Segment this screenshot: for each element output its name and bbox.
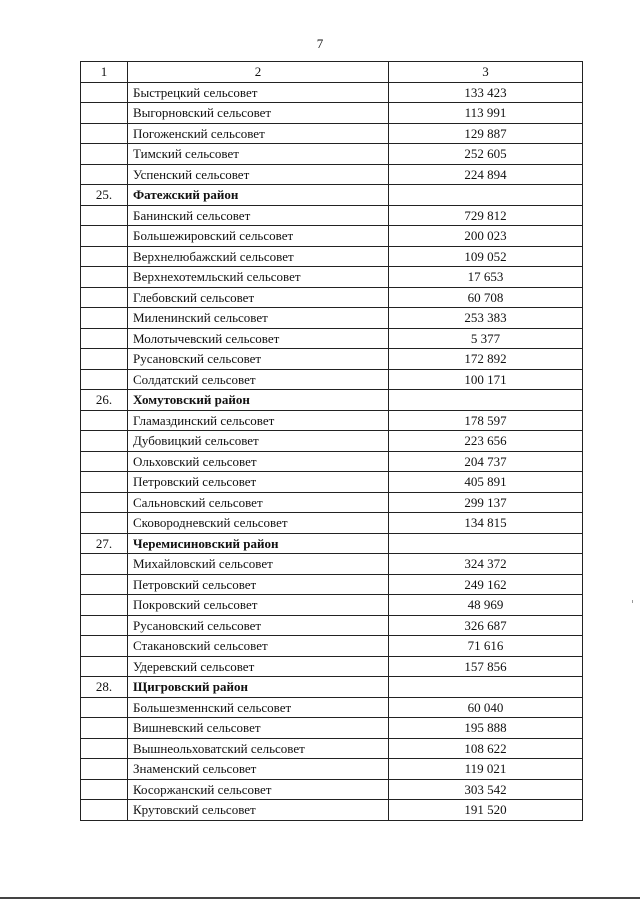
table-row [81, 82, 583, 103]
district-row [81, 533, 583, 554]
table-row [81, 800, 583, 821]
amount-cell: 224 894 [389, 164, 583, 185]
table-header-row [81, 62, 583, 83]
settlement-name-cell: Молотычевский сельсовет [128, 328, 389, 349]
table-row [81, 431, 583, 452]
row-number-cell [81, 410, 128, 431]
district-row [81, 677, 583, 698]
amount-cell: 204 737 [389, 451, 583, 472]
table-row [81, 759, 583, 780]
row-number-cell [81, 595, 128, 616]
row-number-cell [81, 103, 128, 124]
amount-cell: 119 021 [389, 759, 583, 780]
row-number-cell [81, 287, 128, 308]
settlement-name-cell: Знаменский сельсовет [128, 759, 389, 780]
amount-cell: 191 520 [389, 800, 583, 821]
settlement-name-cell: Глебовский сельсовет [128, 287, 389, 308]
amount-cell: 253 383 [389, 308, 583, 329]
settlement-name-cell: Покровский сельсовет [128, 595, 389, 616]
amount-cell [389, 390, 583, 411]
amount-cell: 60 708 [389, 287, 583, 308]
amount-cell [389, 533, 583, 554]
scan-edge-mark [632, 600, 633, 603]
row-number-cell [81, 615, 128, 636]
table-row [81, 595, 583, 616]
row-number-cell [81, 800, 128, 821]
table-row [81, 308, 583, 329]
amount-cell: 108 622 [389, 738, 583, 759]
row-number-cell [81, 431, 128, 452]
row-number-cell [81, 451, 128, 472]
settlement-name-cell: Большежировский сельсовет [128, 226, 389, 247]
amount-cell: 200 023 [389, 226, 583, 247]
table-row [81, 636, 583, 657]
amount-cell: 303 542 [389, 779, 583, 800]
row-number-cell [81, 369, 128, 390]
amount-cell: 5 377 [389, 328, 583, 349]
header-col-3: 3 [389, 62, 583, 83]
row-number-cell [81, 697, 128, 718]
table-row [81, 267, 583, 288]
page-number: 7 [316, 36, 324, 51]
table-row [81, 287, 583, 308]
table-row [81, 554, 583, 575]
header-col-2: 2 [128, 62, 389, 83]
settlement-name-cell: Вишневский сельсовет [128, 718, 389, 739]
row-number-cell: 27. [81, 533, 128, 554]
district-name-cell: Хомутовский район [128, 390, 389, 411]
table-row [81, 492, 583, 513]
amount-cell: 299 137 [389, 492, 583, 513]
settlement-name-cell: Успенский сельсовет [128, 164, 389, 185]
table-row [81, 615, 583, 636]
table-row [81, 513, 583, 534]
settlement-name-cell: Погоженский сельсовет [128, 123, 389, 144]
row-number-cell [81, 779, 128, 800]
table-row [81, 144, 583, 165]
table-row [81, 369, 583, 390]
table-row [81, 697, 583, 718]
row-number-cell: 26. [81, 390, 128, 411]
district-name-cell: Черемисиновский район [128, 533, 389, 554]
settlement-name-cell: Удеревский сельсовет [128, 656, 389, 677]
table-row [81, 246, 583, 267]
header-col-1: 1 [81, 62, 128, 83]
table-row [81, 410, 583, 431]
settlement-name-cell: Михайловский сельсовет [128, 554, 389, 575]
table-row [81, 574, 583, 595]
amount-cell: 100 171 [389, 369, 583, 390]
table-row [81, 718, 583, 739]
settlement-name-cell: Миленинский сельсовет [128, 308, 389, 329]
settlement-name-cell: Вышнеольховатский сельсовет [128, 738, 389, 759]
settlement-name-cell: Тимский сельсовет [128, 144, 389, 165]
settlement-name-cell: Стакановский сельсовет [128, 636, 389, 657]
settlement-name-cell: Петровский сельсовет [128, 574, 389, 595]
amount-cell: 129 887 [389, 123, 583, 144]
settlement-name-cell: Банинский сельсовет [128, 205, 389, 226]
amount-cell: 109 052 [389, 246, 583, 267]
row-number-cell [81, 513, 128, 534]
row-number-cell [81, 554, 128, 575]
amount-cell: 71 616 [389, 636, 583, 657]
allocation-table [80, 61, 583, 821]
amount-cell: 178 597 [389, 410, 583, 431]
row-number-cell [81, 656, 128, 677]
amount-cell: 60 040 [389, 697, 583, 718]
settlement-name-cell: Ольховский сельсовет [128, 451, 389, 472]
district-row [81, 390, 583, 411]
amount-cell: 324 372 [389, 554, 583, 575]
table-row [81, 328, 583, 349]
settlement-name-cell: Гламаздинский сельсовет [128, 410, 389, 431]
table-row [81, 472, 583, 493]
row-number-cell [81, 328, 128, 349]
amount-cell: 223 656 [389, 431, 583, 452]
amount-cell: 134 815 [389, 513, 583, 534]
amount-cell: 113 991 [389, 103, 583, 124]
table-row [81, 779, 583, 800]
amount-cell: 195 888 [389, 718, 583, 739]
row-number-cell [81, 123, 128, 144]
amount-cell: 48 969 [389, 595, 583, 616]
row-number-cell [81, 164, 128, 185]
table-row [81, 103, 583, 124]
settlement-name-cell: Большезменнский сельсовет [128, 697, 389, 718]
row-number-cell [81, 759, 128, 780]
row-number-cell [81, 718, 128, 739]
amount-cell: 729 812 [389, 205, 583, 226]
settlement-name-cell: Сальновский сельсовет [128, 492, 389, 513]
amount-cell: 157 856 [389, 656, 583, 677]
row-number-cell [81, 636, 128, 657]
row-number-cell [81, 226, 128, 247]
row-number-cell [81, 246, 128, 267]
row-number-cell [81, 472, 128, 493]
table-row [81, 738, 583, 759]
row-number-cell [81, 82, 128, 103]
district-name-cell: Фатежский район [128, 185, 389, 206]
settlement-name-cell: Русановский сельсовет [128, 615, 389, 636]
settlement-name-cell: Дубовицкий сельсовет [128, 431, 389, 452]
row-number-cell [81, 738, 128, 759]
row-number-cell: 25. [81, 185, 128, 206]
table-row [81, 226, 583, 247]
settlement-name-cell: Выгорновский сельсовет [128, 103, 389, 124]
page-bottom-rule [0, 897, 640, 899]
amount-cell: 326 687 [389, 615, 583, 636]
amount-cell: 17 653 [389, 267, 583, 288]
row-number-cell [81, 144, 128, 165]
district-row [81, 185, 583, 206]
table-row [81, 451, 583, 472]
district-name-cell: Щигровский район [128, 677, 389, 698]
settlement-name-cell: Быстрецкий сельсовет [128, 82, 389, 103]
row-number-cell [81, 205, 128, 226]
row-number-cell [81, 492, 128, 513]
table-row [81, 205, 583, 226]
amount-cell: 133 423 [389, 82, 583, 103]
settlement-name-cell: Крутовский сельсовет [128, 800, 389, 821]
row-number-cell: 28. [81, 677, 128, 698]
settlement-name-cell: Верхнехотемльский сельсовет [128, 267, 389, 288]
settlement-name-cell: Солдатский сельсовет [128, 369, 389, 390]
amount-cell: 252 605 [389, 144, 583, 165]
settlement-name-cell: Сковородневский сельсовет [128, 513, 389, 534]
row-number-cell [81, 349, 128, 370]
settlement-name-cell: Косоржанский сельсовет [128, 779, 389, 800]
row-number-cell [81, 308, 128, 329]
amount-cell: 249 162 [389, 574, 583, 595]
row-number-cell [81, 267, 128, 288]
amount-cell [389, 185, 583, 206]
settlement-name-cell: Верхнелюбажский сельсовет [128, 246, 389, 267]
amount-cell [389, 677, 583, 698]
table-row [81, 164, 583, 185]
settlement-name-cell: Петровский сельсовет [128, 472, 389, 493]
table-row [81, 123, 583, 144]
table-row [81, 349, 583, 370]
row-number-cell [81, 574, 128, 595]
amount-cell: 172 892 [389, 349, 583, 370]
amount-cell: 405 891 [389, 472, 583, 493]
table-row [81, 656, 583, 677]
settlement-name-cell: Русановский сельсовет [128, 349, 389, 370]
